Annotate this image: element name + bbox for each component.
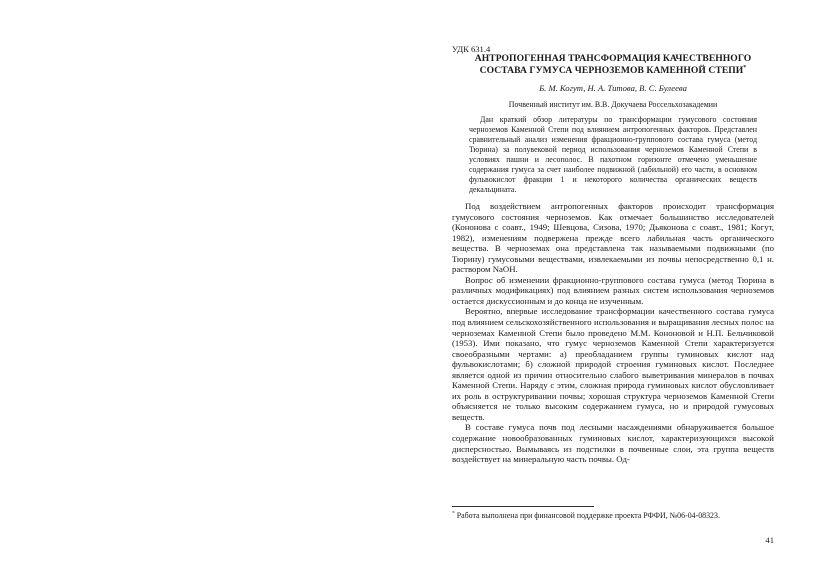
title-line-2 xyxy=(452,65,774,77)
footnote-text: Работа выполнена при финансовой поддержке проекта РФФИ, №06-04-08323. xyxy=(454,511,720,520)
footnote xyxy=(452,511,720,520)
footnote-divider xyxy=(452,506,594,507)
body-paragraph-1: Под воздействием антропогенных факторов происходит трансформация гумусового состояния черноземов. Как отмечает большинство исследователей (Кононова с соавт., 1949; Шевцова, Сизова, 1970; Дьяконова с соавт., 1981; Когут, 1982), изменениям подвержена прежде всего лабильная часть органического вещества. В черноземах она представлена так называемыми подвижными (по Тюрину) гумусовыми веществами, извлекаемыми из почвы непосредственно 0,1 н. раствором NaOH. xyxy=(452,201,774,275)
body-paragraph-4: В составе гумуса почв под лесными насаждениями обнаруживается большое содержание новообразованных гуминовых кислот, характеризующихся высокой дисперсностью. Вымываясь из подстилки в почвенные слои, эта группа веществ воздействует на минеральную часть почвы. Од- xyxy=(452,422,774,465)
title-line-2-text: СОСТАВА ГУМУСА ЧЕРНОЗЕМОВ КАМЕННОЙ СТЕПИ xyxy=(479,65,744,76)
authors: Б. М. Когут, Н. А. Титова, В. С. Булеева xyxy=(539,83,687,93)
affiliation: Почвенный институт им. В.В. Докучаева Россельхозакадемии xyxy=(508,100,718,109)
title-line-1: АНТРОПОГЕННАЯ ТРАНСФОРМАЦИЯ КАЧЕСТВЕННОГО xyxy=(474,53,752,64)
page-number: 41 xyxy=(765,535,774,545)
abstract: Дан краткий обзор литературы по трансформации гумусового состояния черноземов Каменной Степи под влиянием антропогенных факторов. Представлен сравнительный анализ изменения фракционно-группового состава гумуса (метод Тюрина) за полувековой период использования черноземов Каменной Степи в условиях пашни и лесополос. В пахотном горизонте отмечено уменьшение содержания гумуса за счет наиболее подвижной (лабильной) его части, в основном фульвокислот фракции 1 и некоторого количества органических веществ декальцината. xyxy=(469,115,757,195)
article-body xyxy=(452,201,774,465)
article-page xyxy=(452,44,774,554)
udc-code: УДК 631.4 xyxy=(452,44,491,54)
article-title xyxy=(452,53,774,77)
body-paragraph-3: Вероятно, впервые исследование трансформации качественного состава гумуса под влиянием сельскохозяйственного использования и выращивания лесных полос на черноземах Каменной Степи было проведено М.М. Кононовой и Н.П. Бельчиковой (1953). Ими показано, что гумус черноземов Каменной Степи характеризуется своеобразными чертами: а) преобладанием группы гуминовых кислот над фульвокислотами; б) сложной природой строения гуминовых кислот. Последнее является одной из причин относительно слабого выветривания минералов в почвах Каменной Степи. Наряду с этим, сложная природа гуминовых кислот обусловливает их роль в оструктуривании почвы; хорошая структура черноземов Каменной Степи объясняется не только высоким содержанием гумуса, но и природой гумусовых веществ. xyxy=(452,306,774,422)
body-paragraph-2: Вопрос об изменении фракционно-группового состава гумуса (метод Тюрина в различных модификациях) под влиянием разных систем использования черноземов остается дискуссионным и до конца не изученным. xyxy=(452,274,774,306)
footnote-mark: * xyxy=(452,510,455,517)
title-footnote-mark: * xyxy=(743,64,747,71)
